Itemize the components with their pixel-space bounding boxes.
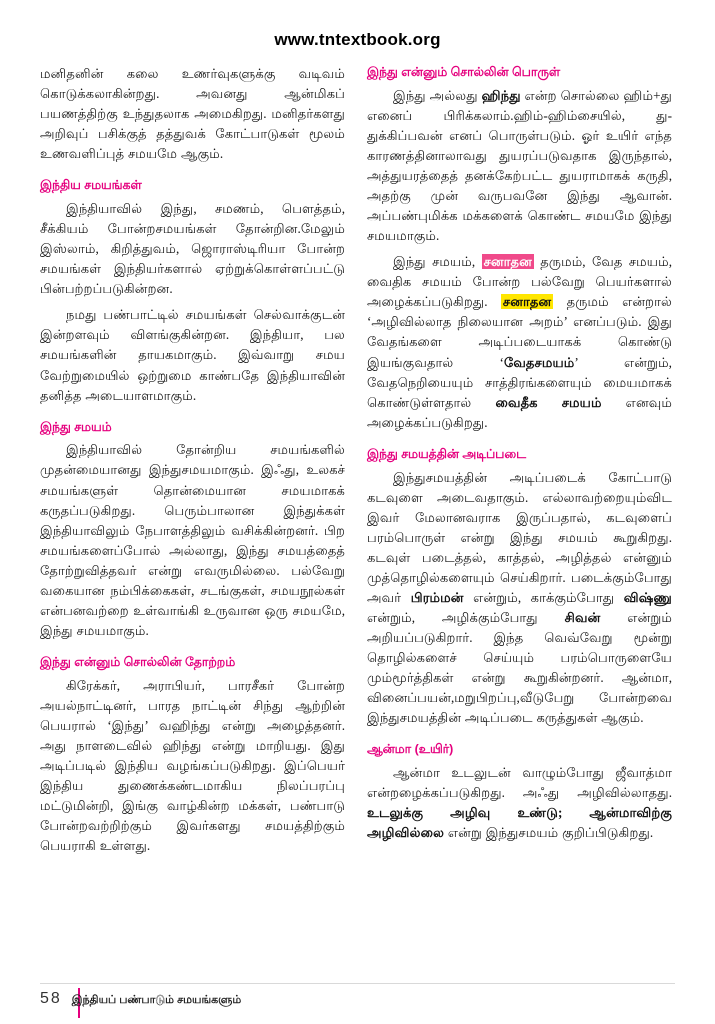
two-column-body (0, 50, 715, 862)
paragraph: இந்துசமயத்தின் அடிப்படைக் கோட்பாடு கடவுளை அடைவதாகும். எல்லாவற்றையும்விட இவர் மேலானவராக இருப்பதால், கடவுளைப் பரம்பொருள் என்று இந்து சமயம் கூறுகிறது. கடவுள் படைத்தல், காத்தல், அழித்தல் என்னும் முத்தொழில்களையும் செய்கிறார். படைக்கும்போது அவர் பிரம்மன் என்றும், காக்கும்போது விஷ்ணு என்றும், அழிக்கும்போது சிவன் என்றும் அறியப்படுகிறார். இந்த வெவ்வேறு மூன்று தொழில்களைச் செய்யும் பரம்பொருளையே மும்மூர்த்திகள் என்று கூறுகின்றனர். ஆன்மா, வினைப்பயன்,மறுபிறப்பு,வீடுபேறு போன்றவை இந்துசமயத்தின் அடிப்படை கருத்துகள் ஆகும். (367, 469, 673, 726)
section-heading-meaning-of-word-hindu: இந்து என்னும் சொல்லின் பொருள் (367, 65, 561, 79)
paragraph-with-highlights: இந்து சமயம், சனாதன தருமம், வேத சமயம், வைதிக சமயம் போன்ற பல்வேறு பெயர்களால் அழைக்கப்படுகிறது. சனாதன தருமம் என்றால் ‘அழிவில்லாத நிலையான அறம்’ எனப்படும். இது வேதங்களை அடிப்படையாகக் கொண்டு இயங்குவதால் ‘வேதசமயம்’ என்றும், வேதநெறியையும் சாத்திரங்களையும் மையமாகக் கொண்டுள்ளதால் வைதீக சமயம் எனவும் அழைக்கப்படுகிறது. (367, 254, 672, 430)
paragraph: ஆன்மா உடலுடன் வாழும்போது ஜீவாத்மா என்றழைக்கப்படுகிறது. அஃது அழிவில்லாதது. உடலுக்கு அழிவு உண்டு; ஆன்மாவிற்கு அழிவில்லை என்று இந்துசமயம் குறிப்பிடுகிறது. (367, 765, 672, 841)
page-number: 58 (40, 990, 62, 1007)
section-heading-indian-religions: இந்திய சமயங்கள் (40, 178, 142, 193)
left-column (40, 64, 345, 862)
paragraph: இந்து அல்லது ஹிந்து என்ற சொல்லை ஹிம்+து எனைப் பிரிக்கலாம்.ஹிம்-ஹிம்சையில், து-துக்கிப்பவன் எனப் பொருள்படும். ஓர் உயிர் எந்த காரணத்தினாலாவது துயரப்படுவதாக இருந்தால், அத்துயரத்தைத் தனக்கேற்பட்ட துயராமாகக் கருதி, அதற்கு முன் வருபவனே இந்து ஆவான். அப்பண்புமிக்க மக்களைக் கொண்ட சமயமே இந்து சமயமாகும். (367, 87, 672, 244)
site-url: www.tntextbook.org (274, 30, 441, 49)
section-heading-hinduism: இந்து சமயம் (40, 419, 112, 434)
paragraph: நமது பண்பாட்டில் சமயங்கள் செல்வாக்குடன் இன்றளவும் விளங்குகின்றன. இந்தியா, பல சமயங்களின் தாயகமாகும். இவ்வாறு சமய வேற்றுமையில் ஒற்றுமை காண்பதே இந்தியாவின் தனித்த அடையாளமாகும். (40, 307, 345, 403)
paragraph: மனிதனின் கலை உணர்வுகளுக்கு வடிவம் கொடுக்கலாகின்றது. அவனது ஆன்மிகப் பயணத்திற்கு உந்துதலாக அமைகிறது. மனிதர்களது அறிவுப் பசிக்குத் தத்துவக் கோட்பாடுகள் மூலம் உணவளிப்புத் சமயமே ஆகும். (40, 66, 345, 162)
paragraph: கிரேக்கர், அராபியர், பாரசீகர் போன்ற அயல்நாட்டினர், பாரத நாட்டின் சிந்து ஆற்றின் பெயரால் ‘இந்து’ வஹிந்து என்று அழைத்தனர். அது நாளடைவில் ஹிந்து என்று மாறியது. இது அடிப்படில் இந்திய வழங்கப்படுகிறது. இப்பெயர் இந்திய துணைக்கண்டமாகிய நிலப்பரப்பு மட்டுமின்றி, இங்கு வாழ்கின்ற மக்கள், பண்பாடு போன்றவற்றிற்கும் இவர்களது சமயத்திற்கும் பெயராகி உள்ளது. (40, 677, 345, 854)
footer-divider (40, 983, 675, 984)
paragraph: இந்தியாவில் தோன்றிய சமயங்களில் முதன்மையானது இந்துசமயமாகும். இஃது, உலகச் சமயங்களுள் தொன்மையான சமயமாகக் கருதப்படுகிறது. பெரும்பாலான இந்துக்கள் இந்தியாவிலும் நேபாளத்திலும் வசிக்கின்றனர். பிற சமயங்களைப்போல் அல்லாது, இந்து சமயத்தைத் தோற்றுவித்தவர் என்று எவருமில்லை. பல்வேறு வகையான நம்பிக்கைகள், சடங்குகள், சமயநூல்கள் என்பனவற்றை உள்வாங்கி உருவான ஒரு சமயமே, இந்து சமயமாகும். (40, 442, 345, 638)
footer-chapter-title: இந்தியப் பண்பாடும் சமயங்களும் (71, 994, 242, 1006)
right-column (367, 64, 672, 862)
section-heading-soul: ஆன்மா (உயிர்) (367, 742, 454, 757)
section-heading-origin-of-word-hindu: இந்து என்னும் சொல்லின் தோற்றம் (40, 655, 236, 670)
section-heading-basis-of-hinduism: இந்து சமயத்தின் அடிப்படை (367, 446, 526, 461)
page-footer (0, 978, 715, 1024)
paragraph: இந்தியாவில் இந்து, சமணம், பௌத்தம், சீக்கியம் போன்றசமயங்கள் தோன்றின.மேலும் இஸ்லாம், கிறித்துவம், ஜொராஸ்டிரியா போன்ற சமயங்கள் இந்தியர்களால் ஏற்றுக்கொள்ளப்பட்டு பின்பற்றப்படுகின்றன. (40, 201, 345, 297)
